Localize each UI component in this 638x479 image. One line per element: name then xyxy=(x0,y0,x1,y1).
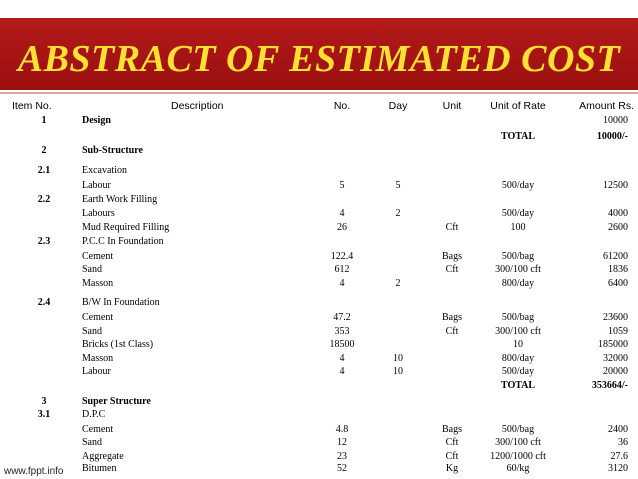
cell-day: 2 xyxy=(395,278,401,289)
cell-no: 5 xyxy=(339,180,345,191)
cell-unit-of-rate: 10 xyxy=(513,339,523,350)
cell-amount: 2400 xyxy=(608,424,628,435)
cell-day: 2 xyxy=(395,208,401,219)
cell-unit-of-rate: 500/day xyxy=(501,366,535,377)
cell-unit-of-rate: 500/day xyxy=(501,180,535,191)
cell-amount: 185000 xyxy=(598,339,628,350)
cell-amount: 10000 xyxy=(603,115,628,126)
cell-unit: Cft xyxy=(445,326,459,337)
cell-amount: 61200 xyxy=(603,251,628,262)
cell-amount: 3120 xyxy=(608,463,628,474)
cell-amount: 1836 xyxy=(608,264,628,275)
cell-no: 52 xyxy=(337,463,347,474)
cell-unit: Cft xyxy=(445,222,459,233)
slide-title: ABSTRACT OF ESTIMATED COST xyxy=(17,38,621,80)
cell-unit-of-rate: 1200/1000 cft xyxy=(490,451,546,462)
cell-description: Bitumen xyxy=(82,463,117,474)
cell-amount: 36 xyxy=(618,437,628,448)
cell-day: 10 xyxy=(393,353,403,364)
cell-amount: 4000 xyxy=(608,208,628,219)
cell-amount: 353664/- xyxy=(591,380,628,391)
cell-item-no: 3 xyxy=(41,396,47,407)
cell-no: 612 xyxy=(334,264,350,275)
header-amount: Amount Rs. xyxy=(579,100,634,112)
cell-description: Cement xyxy=(82,251,114,262)
cell-description: Cement xyxy=(82,424,114,435)
header-item-no: Item No. xyxy=(12,100,52,112)
header-unit: Unit xyxy=(442,100,462,112)
cell-unit: Cft xyxy=(445,437,459,448)
cell-no: 4.8 xyxy=(335,424,349,435)
cell-description: Masson xyxy=(82,353,114,364)
cell-amount: 1059 xyxy=(608,326,628,337)
cell-description: Sand xyxy=(82,326,102,337)
cell-no: 18500 xyxy=(329,339,355,350)
cell-unit: Cft xyxy=(445,264,459,275)
cell-unit: Cft xyxy=(445,451,459,462)
cell-description: Cement xyxy=(82,312,114,323)
cell-unit-of-rate: TOTAL xyxy=(500,380,536,391)
cell-unit: Bags xyxy=(442,312,462,323)
cell-description: Excavation xyxy=(82,165,127,176)
cell-unit-of-rate: 300/100 cft xyxy=(495,437,541,448)
cell-amount: 6400 xyxy=(608,278,628,289)
cell-no: 4 xyxy=(339,353,345,364)
header-description: Description xyxy=(171,100,224,112)
cell-amount: 20000 xyxy=(603,366,628,377)
cell-unit: Bags xyxy=(442,251,462,262)
cell-no: 47.2 xyxy=(333,312,351,323)
cell-amount: 10000/- xyxy=(596,131,628,142)
cell-unit-of-rate: 500/bag xyxy=(501,312,535,323)
cell-unit-of-rate: 500/bag xyxy=(501,424,535,435)
cell-description: Bricks (1st Class) xyxy=(82,339,154,350)
cell-item-no: 3.1 xyxy=(37,409,51,420)
cell-description: Earth Work Filling xyxy=(82,194,158,205)
cell-description: Labour xyxy=(82,366,111,377)
cell-unit-of-rate: 300/100 cft xyxy=(495,326,541,337)
cell-unit-of-rate: 800/day xyxy=(501,353,535,364)
cell-description: Design xyxy=(82,115,111,126)
cell-item-no: 1 xyxy=(41,115,47,126)
cell-day: 10 xyxy=(393,366,403,377)
cell-unit-of-rate: 300/100 cft xyxy=(495,264,541,275)
header-no: No. xyxy=(333,100,351,112)
cell-amount: 23600 xyxy=(603,312,628,323)
footer-url: www.fppt.info xyxy=(4,466,64,477)
cell-no: 353 xyxy=(334,326,350,337)
cell-no: 12 xyxy=(337,437,347,448)
cell-description: Labours xyxy=(82,208,115,219)
cell-amount: 27.6 xyxy=(610,451,628,462)
cell-day: 5 xyxy=(395,180,401,191)
header-unit-of-rate: Unit of Rate xyxy=(490,100,546,112)
cell-unit-of-rate: 60/kg xyxy=(506,463,530,474)
cell-description: Masson xyxy=(82,278,114,289)
cell-no: 4 xyxy=(339,278,345,289)
cell-unit: Kg xyxy=(445,463,459,474)
cell-unit-of-rate: TOTAL xyxy=(500,131,536,142)
cell-unit-of-rate: 800/day xyxy=(501,278,535,289)
cell-no: 122.4 xyxy=(330,251,354,262)
cell-description: D.P.C xyxy=(82,409,106,420)
cell-description: Labour xyxy=(82,180,111,191)
cell-amount: 2600 xyxy=(608,222,628,233)
cell-amount: 12500 xyxy=(603,180,628,191)
cell-item-no: 2.2 xyxy=(37,194,51,205)
cell-no: 23 xyxy=(337,451,347,462)
cell-item-no: 2.4 xyxy=(37,297,51,308)
cell-item-no: 2.3 xyxy=(37,236,51,247)
cell-description: Super Structure xyxy=(82,396,151,407)
cell-unit-of-rate: 100 xyxy=(510,222,526,233)
cell-description: P.C.C In Foundation xyxy=(82,236,164,247)
cell-description: Sand xyxy=(82,264,102,275)
cell-item-no: 2 xyxy=(41,145,47,156)
cell-amount: 32000 xyxy=(603,353,628,364)
cell-unit-of-rate: 500/day xyxy=(501,208,535,219)
cell-unit-of-rate: 500/bag xyxy=(501,251,535,262)
cell-description: Aggregate xyxy=(82,451,124,462)
cell-no: 4 xyxy=(339,366,345,377)
cell-description: Mud Required Filling xyxy=(82,222,170,233)
cell-item-no: 2.1 xyxy=(37,165,51,176)
cell-description: Sand xyxy=(82,437,102,448)
cell-description: B/W In Foundation xyxy=(82,297,160,308)
cell-no: 4 xyxy=(339,208,345,219)
cell-no: 26 xyxy=(337,222,347,233)
cell-description: Sub-Structure xyxy=(82,145,143,156)
header-day: Day xyxy=(388,100,408,112)
cell-unit: Bags xyxy=(442,424,462,435)
